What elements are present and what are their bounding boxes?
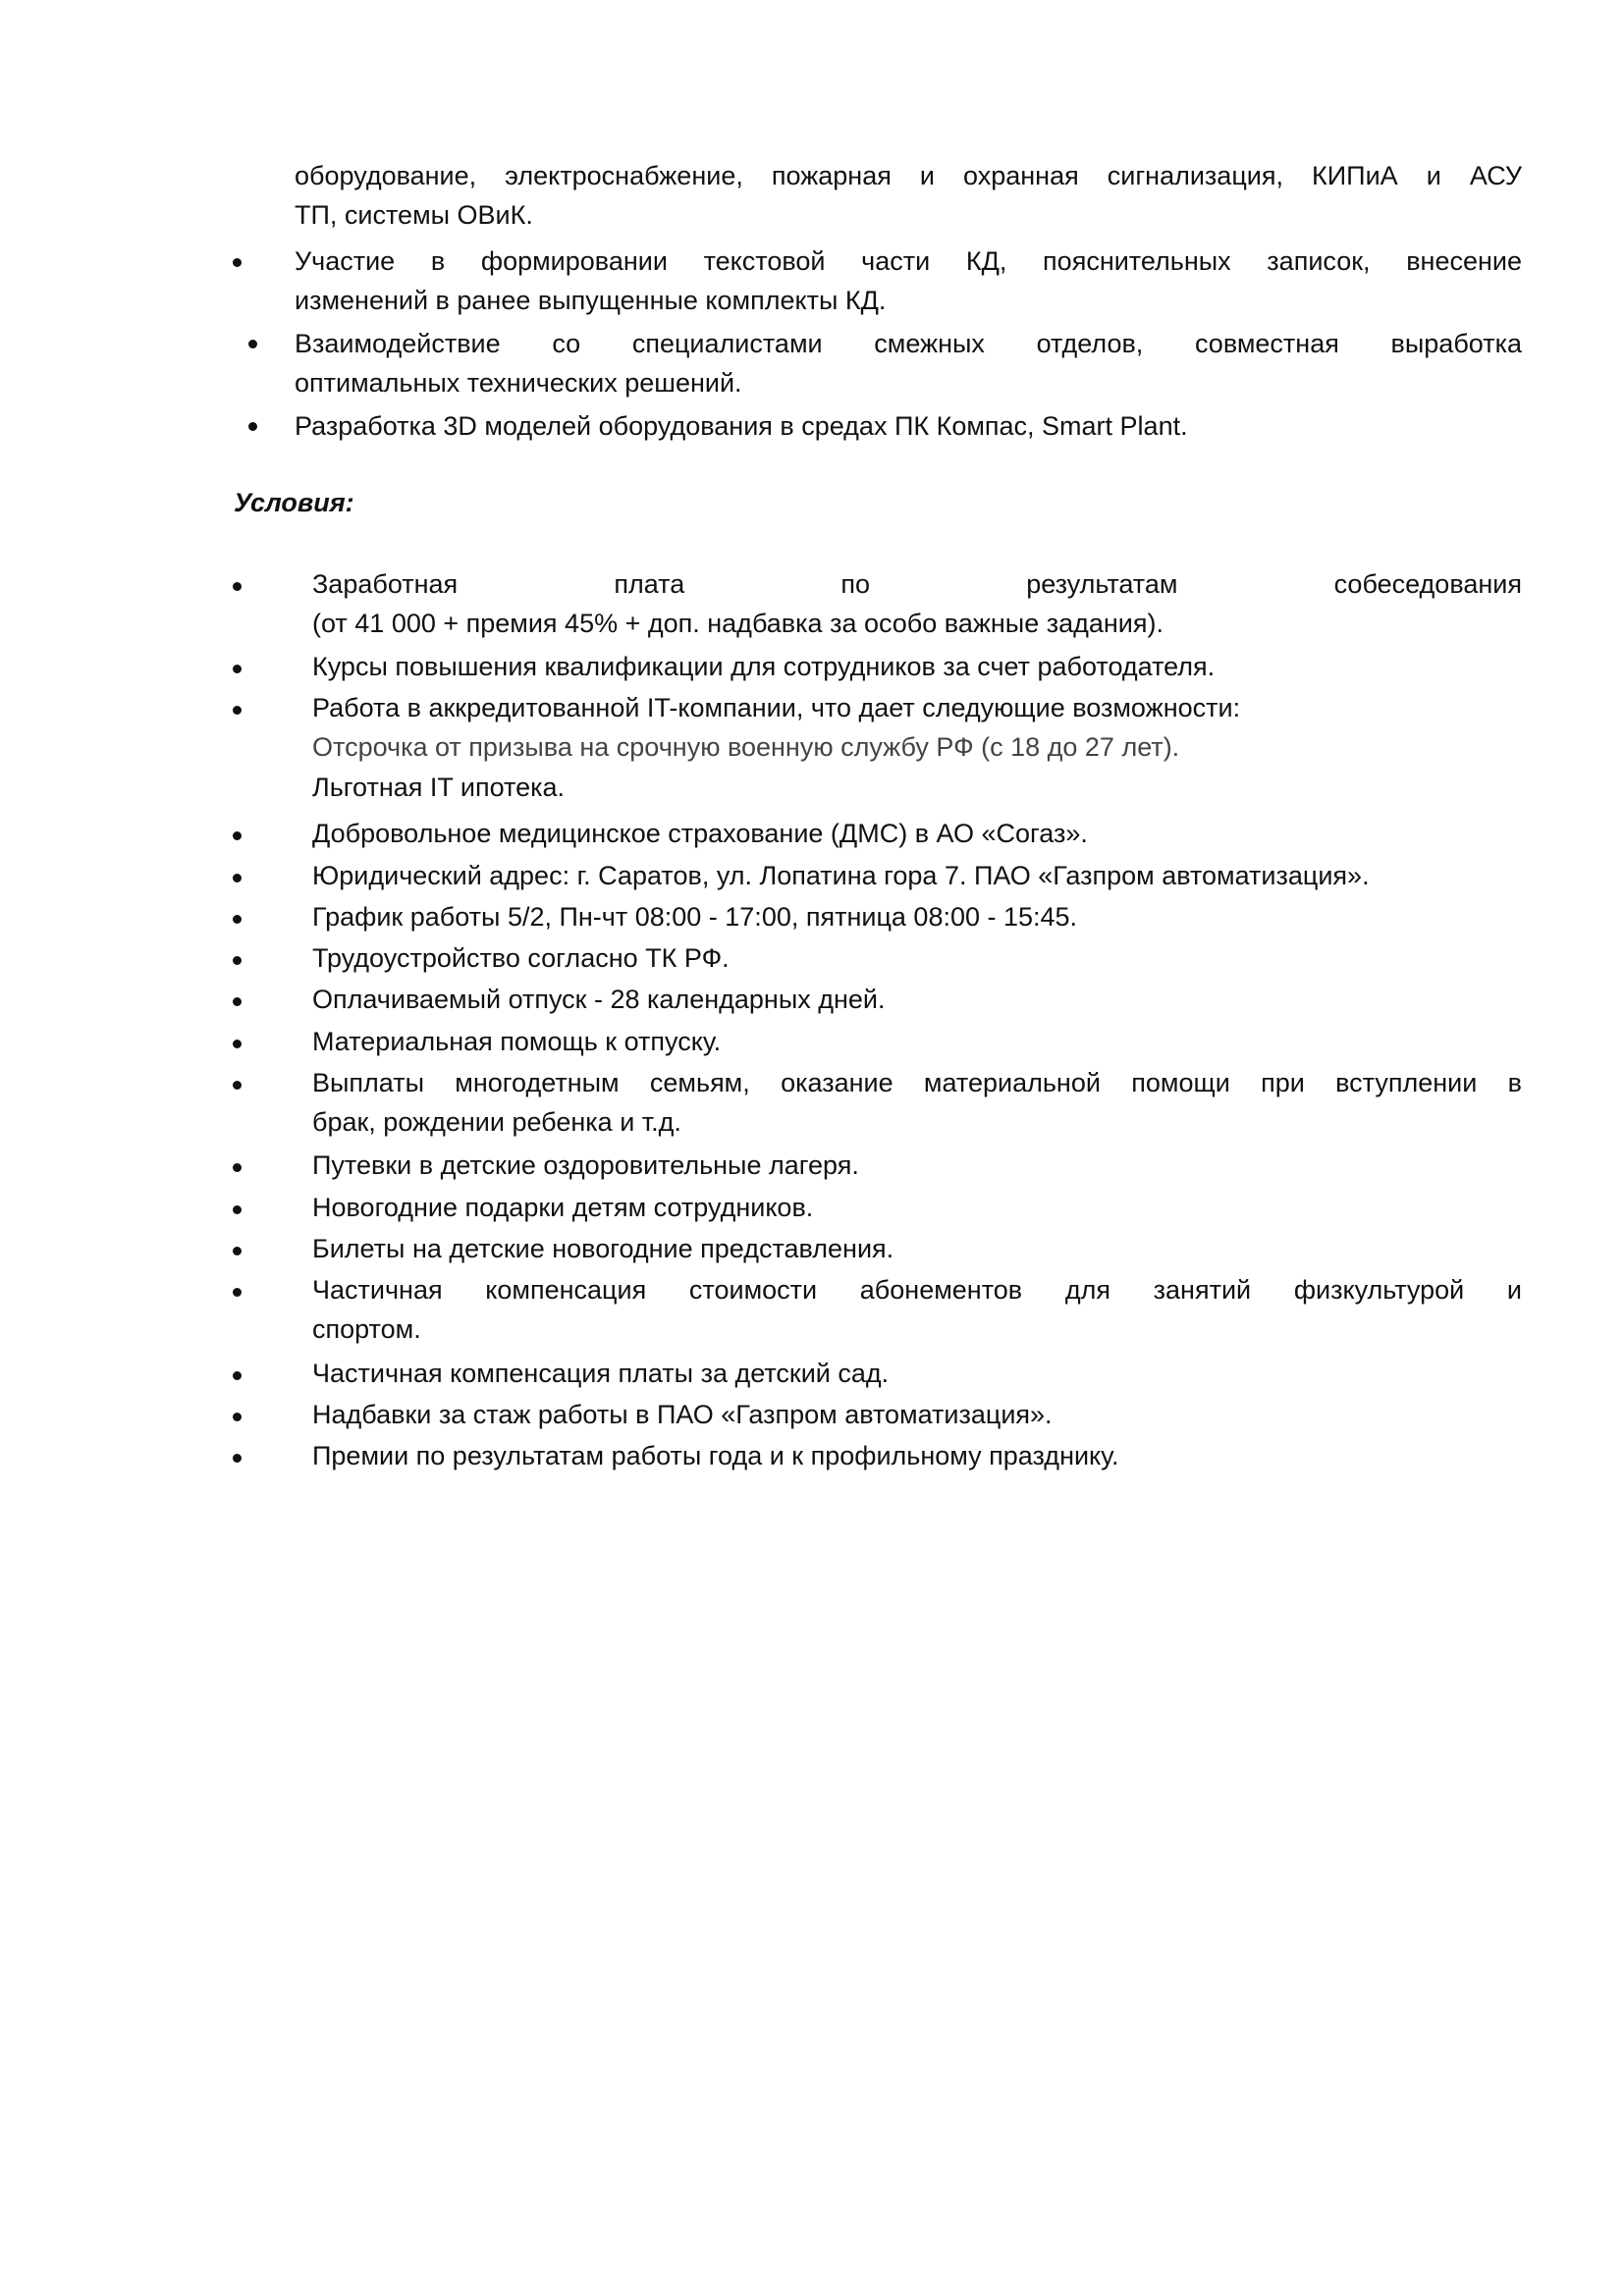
conditions-item-3-line-3: Льготная IT ипотека. (312, 773, 566, 802)
bullet-icon (233, 1454, 242, 1463)
bullet-icon (233, 1040, 242, 1048)
conditions-item-16-line-1: Надбавки за стаж работы в ПАО «Газпром автоматизация». (312, 1400, 1053, 1429)
bullet-icon (233, 874, 242, 882)
conditions-item-6-line-1: График работы 5/2, Пн-чт 08:00 - 17:00, пятница 08:00 - 15:45. (312, 902, 1078, 932)
conditions-item-13-line-1: Билеты на детские новогодние представления. (312, 1234, 894, 1263)
bullet-icon (233, 1081, 242, 1090)
bullet-icon (233, 1413, 242, 1421)
conditions-item-17-line-1: Премии по результатам работы года и к профильному празднику. (312, 1441, 1119, 1470)
conditions-item-2-line-1: Курсы повышения квалификации для сотрудников за счет работодателя. (312, 652, 1216, 681)
bullet-icon (233, 997, 242, 1006)
conditions-item-3-line-2: Отсрочка от призыва на срочную военную службу РФ (с 18 до 27 лет). (312, 732, 1180, 762)
conditions-item-14-line-2: спортом. (312, 1314, 421, 1344)
bullet-icon (248, 422, 257, 431)
bullet-icon (233, 831, 242, 840)
duties-item-2-line-2: оптимальных технических решений. (295, 368, 742, 398)
bullet-icon (233, 258, 242, 267)
conditions-item-11-line-1: Путевки в детские оздоровительные лагеря. (312, 1150, 859, 1180)
duties-item-3-line-1: Разработка 3D моделей оборудования в средах ПК Компас, Smart Plant. (295, 411, 1188, 441)
conditions-item-12-line-1: Новогодние подарки детям сотрудников. (312, 1193, 814, 1222)
conditions-item-10-line-1: Выплаты многодетным семьям, оказание материальной помощи при вступлении в (312, 1068, 1522, 1097)
duties-continuation-line-2: ТП, системы ОВиК. (295, 200, 533, 230)
conditions-item-4-line-1: Добровольное медицинское страхование (ДМС) в АО «Согаз». (312, 819, 1088, 848)
duties-continuation-line-1: оборудование, электроснабжение, пожарная и охранная сигнализация, КИПиА и АСУ (295, 161, 1522, 190)
duties-item-2-line-1: Взаимодействие со специалистами смежных отделов, совместная выработка (295, 329, 1522, 358)
conditions-item-5-line-1: Юридический адрес: г. Саратов, ул. Лопатина гора 7. ПАО «Газпром автоматизация». (312, 861, 1370, 890)
conditions-item-1-line-2: (от 41 000 + премия 45% + доп. надбавка за особо важные задания). (312, 609, 1164, 638)
conditions-item-3-line-1: Работа в аккредитованной IT-компании, что дает следующие возможности: (312, 693, 1241, 722)
conditions-item-7-line-1: Трудоустройство согласно ТК РФ. (312, 943, 730, 973)
conditions-item-14-line-1: Частичная компенсация стоимости абонементов для занятий физкультурой и (312, 1275, 1522, 1305)
bullet-icon (233, 1247, 242, 1255)
bullet-icon (233, 582, 242, 591)
bullet-icon (233, 1371, 242, 1380)
bullet-icon (233, 915, 242, 924)
bullet-icon (248, 340, 257, 348)
conditions-item-15-line-1: Частичная компенсация платы за детский сад. (312, 1359, 890, 1388)
bullet-icon (233, 956, 242, 965)
bullet-icon (233, 706, 242, 715)
conditions-item-10-line-2: брак, рождении ребенка и т.д. (312, 1107, 681, 1137)
bullet-icon (233, 1163, 242, 1172)
bullet-icon (233, 1288, 242, 1297)
duties-item-1-line-2: изменений в ранее выпущенные комплекты КД. (295, 286, 887, 315)
bullet-icon (233, 1205, 242, 1214)
conditions-item-9-line-1: Материальная помощь к отпуску. (312, 1027, 722, 1056)
duties-item-1-line-1: Участие в формировании текстовой части КД, пояснительных записок, внесение (295, 246, 1522, 276)
bullet-icon (233, 665, 242, 673)
conditions-item-1-line-1: Заработная плата по результатам собеседования (312, 569, 1522, 599)
conditions-item-8-line-1: Оплачиваемый отпуск - 28 календарных дней. (312, 985, 886, 1014)
conditions-heading: Условия: (234, 488, 354, 517)
